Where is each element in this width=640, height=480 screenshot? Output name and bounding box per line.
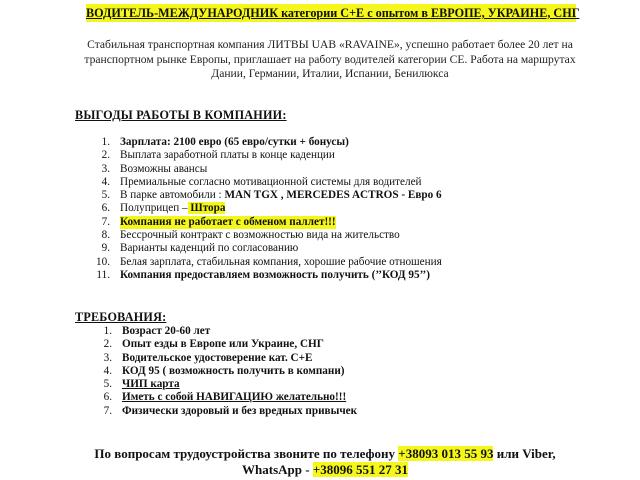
contact-text-2: или Viber, bbox=[493, 446, 556, 461]
item-number: 8. bbox=[101, 229, 110, 242]
item-text: Возраст 20-60 лет bbox=[122, 325, 211, 337]
item-text: Варианты каденций по согласованию bbox=[120, 242, 299, 255]
item-text: Возможны авансы bbox=[120, 162, 208, 175]
intro-line-2: транспортном рынке Европы, приглашает на работу водителей категории СЕ. Работа на маршрутах bbox=[84, 52, 576, 66]
list-item bbox=[90, 189, 610, 202]
item-text-plain: Полуприцеп – bbox=[120, 202, 188, 215]
list-item bbox=[92, 405, 592, 418]
list-item bbox=[92, 325, 592, 338]
item-number: 4. bbox=[101, 175, 110, 188]
list-item bbox=[90, 176, 610, 189]
item-text-bold: MAN TGX , MERCEDES ACTROS - Евро 6 bbox=[221, 189, 442, 202]
item-number: 10. bbox=[96, 255, 110, 268]
item-number: 5. bbox=[101, 189, 110, 202]
company-intro bbox=[60, 38, 600, 82]
list-item bbox=[90, 242, 610, 255]
item-text: Выплата заработной платы в конце каденции bbox=[120, 149, 335, 162]
item-number: 1. bbox=[101, 136, 110, 148]
item-number: 6. bbox=[101, 202, 110, 215]
requirements-list bbox=[92, 325, 592, 418]
item-number: 3. bbox=[101, 162, 110, 175]
list-item bbox=[90, 269, 610, 282]
benefits-heading: ВЫГОДЫ РАБОТЫ В КОМПАНИИ: bbox=[75, 108, 287, 122]
item-number: 2. bbox=[101, 149, 110, 162]
benefits-list bbox=[90, 136, 610, 282]
list-item bbox=[90, 163, 610, 176]
item-number: 7. bbox=[101, 215, 110, 228]
contact-text: По вопросам трудоустройства звоните по телефону bbox=[94, 446, 399, 461]
item-text bbox=[120, 202, 225, 215]
item-text: Премиальные согласно мотивационной системы для водителей bbox=[120, 175, 422, 188]
list-item bbox=[90, 256, 610, 269]
item-number: 1. bbox=[103, 325, 112, 337]
contact-line-2 bbox=[55, 462, 595, 478]
item-number: 4. bbox=[103, 364, 112, 377]
phone-number-1[interactable]: +38093 013 55 93 bbox=[398, 446, 494, 461]
intro-line-1: Стабильная транспортная компания ЛИТВЫ UAB «RAVAINE», успешно работает более 20 лет на bbox=[87, 38, 573, 51]
item-text-plain: В парке автомобили : bbox=[120, 189, 222, 202]
item-number: 9. bbox=[101, 242, 110, 255]
job-title: ВОДИТЕЛЬ-МЕЖДУНАРОДНИК категории С+Е с опытом в ЕВРОПЕ, УКРАИНЕ, СНГ bbox=[86, 6, 580, 20]
item-number: 11. bbox=[96, 268, 110, 281]
list-item bbox=[92, 338, 592, 351]
intro-line-3: Дании, Германии, Италии, Испании, Бенилюкса bbox=[211, 67, 449, 80]
contact-text-3: WhatsApp - bbox=[242, 462, 313, 477]
list-item bbox=[92, 391, 592, 404]
item-text: Бессрочный контракт с возможностью вида на жительство bbox=[120, 229, 400, 242]
list-item bbox=[90, 202, 610, 215]
phone-number-2[interactable]: +38096 551 27 31 bbox=[312, 462, 408, 477]
item-text: Опыт езды в Европе или Украине, СНГ bbox=[122, 338, 324, 351]
requirements-heading: ТРЕБОВАНИЯ: bbox=[75, 310, 167, 324]
item-text bbox=[120, 189, 442, 202]
item-number: 7. bbox=[103, 404, 112, 417]
item-text: ЧИП карта bbox=[122, 378, 180, 391]
list-item bbox=[92, 365, 592, 378]
item-text-bold: Штора bbox=[187, 202, 226, 215]
list-item bbox=[90, 149, 610, 162]
contact-line-1 bbox=[55, 446, 595, 462]
list-item bbox=[92, 378, 592, 391]
item-text: Компания не работает с обменом паллет!!! bbox=[120, 215, 336, 228]
list-item bbox=[90, 216, 610, 229]
item-text: Иметь с собой НАВИГАЦИЮ желательно!!! bbox=[122, 391, 347, 404]
list-item bbox=[92, 352, 592, 365]
item-number: 5. bbox=[103, 378, 112, 391]
list-item bbox=[90, 136, 610, 149]
item-text: Водительское удостоверение кат. С+Е bbox=[122, 351, 313, 364]
item-number: 3. bbox=[103, 351, 112, 364]
list-item bbox=[90, 229, 610, 242]
item-number: 2. bbox=[103, 338, 112, 351]
item-text: Компания предоставляем возможность получить (’’КОД 95’’) bbox=[120, 268, 430, 281]
item-text: Белая зарплата, стабильная компания, хорошие рабочие отношения bbox=[120, 255, 442, 268]
item-text: КОД 95 ( возможность получить в компани) bbox=[122, 364, 345, 377]
item-text: Зарплата: 2100 евро (65 евро/сутки + бонусы) bbox=[120, 136, 349, 148]
item-text: Физически здоровый и без вредных привычек bbox=[122, 404, 358, 417]
item-number: 6. bbox=[103, 391, 112, 404]
